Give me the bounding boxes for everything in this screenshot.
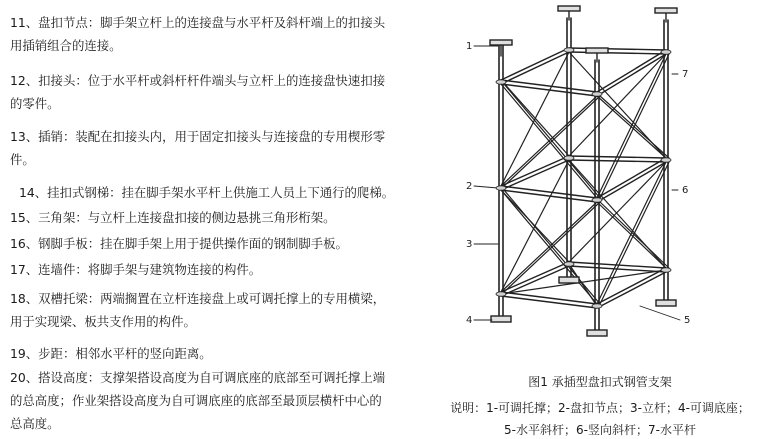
- callout-4: 4: [466, 315, 473, 326]
- definition-number: 16、: [10, 236, 39, 251]
- definition-number: 18、: [10, 291, 39, 306]
- definition-number: 14、: [19, 185, 48, 200]
- definition-text: 脚手架立杆上的连接盘与水平杆及斜杆端上的扣接头: [100, 15, 386, 30]
- definition-text: 支撑架搭设高度为自可调底座的底部至可调托撑上端: [100, 370, 386, 385]
- definition-text: 将脚手架与建筑物连接的构件。: [87, 262, 262, 277]
- definition-12: [10, 73, 385, 112]
- definition-number: 20、: [10, 370, 39, 385]
- definition-term: 搭设高度：: [38, 370, 101, 385]
- definition-text: 相邻水平杆的竖向距离。: [75, 346, 212, 361]
- definition-term: 步距：: [38, 346, 76, 361]
- definition-14: [19, 185, 394, 201]
- definition-17: [10, 262, 261, 278]
- definition-text: 两端搁置在立杆连接盘上或可调托撑上的专用横梁，: [100, 291, 386, 306]
- figure-caption: 图1 承插型盘扣式钢管支架: [528, 375, 672, 389]
- definition-number: 15、: [10, 210, 39, 225]
- callout-6: 6: [682, 185, 689, 196]
- definition-15: [10, 210, 336, 226]
- figure-panel: [440, 0, 760, 439]
- definition-19: [10, 346, 212, 362]
- definition-continuation: 用插销组合的连接。: [10, 38, 122, 53]
- callout-1: 1: [466, 41, 473, 52]
- definition-text: 挂在脚手架上用于提供操作面的钢制脚手板。: [100, 236, 348, 251]
- definition-continuation: 件。: [10, 152, 35, 167]
- definition-text: 挂在脚手架水平杆上供施工人员上下通行的爬梯。: [121, 185, 395, 200]
- definition-text: 装配在扣接头内，用于固定扣接头与连接盘的专用楔形零: [75, 129, 386, 144]
- definition-number: 13、: [10, 129, 39, 144]
- figure-legend-line-2: 5-水平斜杆；6-竖向斜杆；7-水平杆: [504, 423, 696, 437]
- definition-term: 插销：: [38, 129, 76, 144]
- definition-continuation: 的零件。: [10, 96, 60, 111]
- callout-7: 7: [682, 69, 689, 80]
- definition-number: 11、: [10, 15, 39, 30]
- definition-term: 连墙件：: [38, 262, 88, 277]
- definition-11: [10, 15, 385, 54]
- definition-continuation: 总高度。: [10, 416, 60, 431]
- definition-term: 钢脚手板：: [38, 236, 101, 251]
- definition-term: 盘扣节点：: [38, 15, 101, 30]
- definition-term: 双槽托梁：: [38, 291, 101, 306]
- callout-5: 5: [684, 315, 691, 326]
- definition-20: [10, 370, 385, 432]
- definition-term: 三角架：: [38, 210, 88, 225]
- definition-13: [10, 129, 385, 168]
- definition-number: 12、: [10, 73, 39, 88]
- definition-term: 扣接头：: [38, 73, 88, 88]
- scaffold-diagram: [440, 0, 760, 360]
- definition-number: 17、: [10, 262, 39, 277]
- figure-legend-line-1: 说明：1-可调托撑；2-盘扣节点；3-立杆；4-可调底座；: [450, 401, 750, 415]
- definition-continuation: 用于实现梁、板共支作用的构件。: [10, 314, 196, 329]
- definition-term: 挂扣式钢梯：: [47, 185, 122, 200]
- definition-text: 与立杆上连接盘扣接的侧边悬挑三角形桁架。: [87, 210, 336, 225]
- definition-18: [10, 291, 385, 330]
- definition-text: 位于水平杆或斜杆杆件端头与立杆上的连接盘快速扣接: [87, 73, 386, 88]
- callout-3: 3: [466, 239, 473, 250]
- definition-number: 19、: [10, 346, 39, 361]
- definition-16: [10, 236, 348, 252]
- definition-continuation: 的总高度；作业架搭设高度为自可调底座的底部至最顶层横杆中心的: [10, 393, 382, 408]
- callout-2: 2: [466, 181, 473, 192]
